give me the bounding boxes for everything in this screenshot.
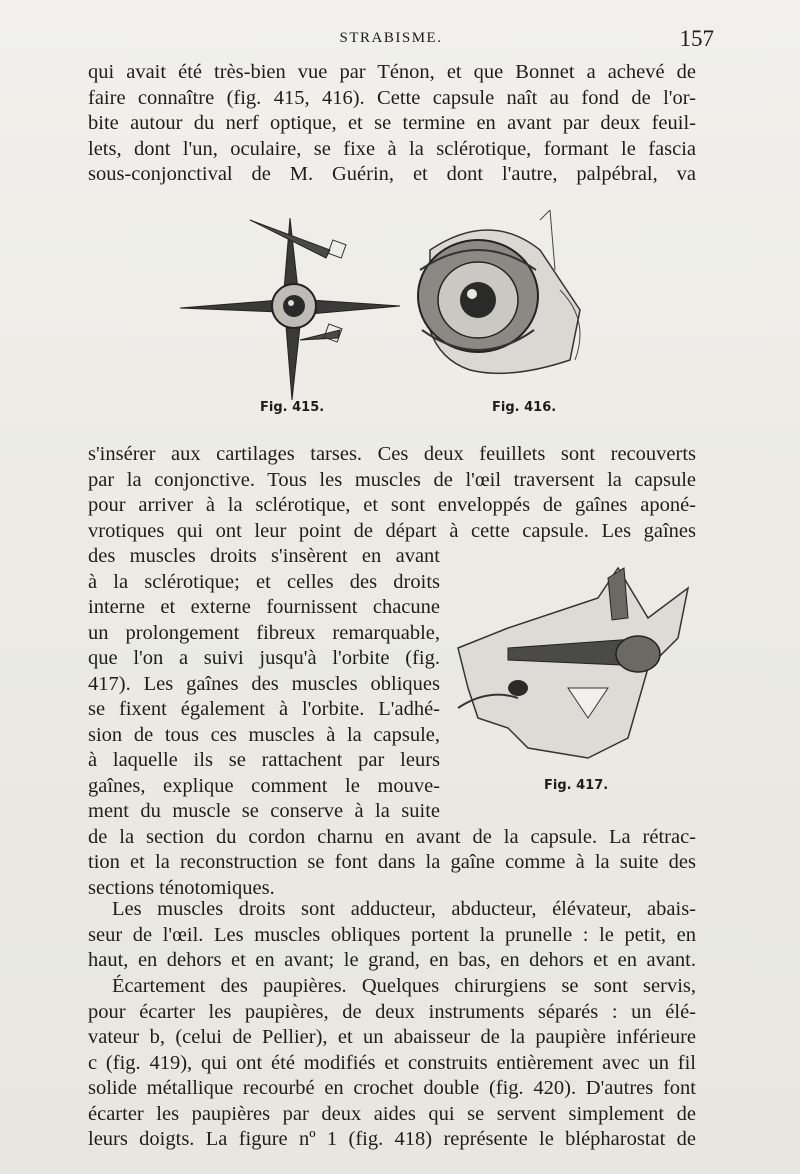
text-line: ment du muscle se conserve à la suite xyxy=(88,800,440,822)
text-line: tion et la reconstruction se font dans la gaîne comme à la suite des xyxy=(88,851,696,873)
text-line: un prolongement fibreux remarquable, xyxy=(88,621,440,644)
text-line: gaînes, explique comment le mouve- xyxy=(88,774,440,797)
text-line: écarter les paupières par deux aides qui se servent simplement de xyxy=(88,1102,696,1125)
text-line: haut, en dehors et en avant; le grand, en bas, en dehors et en avant. xyxy=(88,949,696,971)
text-line: lets, dont l'un, oculaire, se fixe à la sclérotique, formant le fascia xyxy=(88,137,696,160)
muscle-left xyxy=(180,300,280,312)
fig-417-caption: Fig. 417. xyxy=(544,778,609,793)
text-line: s'insérer aux cartilages tarses. Ces deux feuillets sont recouverts xyxy=(88,443,696,465)
text-line: solide métallique recourbé en crochet double (fig. 420). D'autres font xyxy=(88,1077,696,1099)
muscle-top xyxy=(284,218,298,290)
text-line: 417). Les gaînes des muscles obliques xyxy=(88,672,440,695)
fig-415-eye-capsule-illustration xyxy=(180,210,410,400)
text-line: pour arriver à la sclérotique, et sont enveloppés de gaînes aponé- xyxy=(88,494,696,516)
text-line: sous-conjonctival de M. Guérin, et dont l'autre, palpébral, va xyxy=(88,163,696,185)
text-line: qui avait été très-bien vue par Ténon, et que Bonnet a achevé de xyxy=(88,61,696,83)
paragraph-4 xyxy=(88,974,696,1153)
paragraph-3 xyxy=(88,897,696,974)
paragraph-2-narrow-column xyxy=(88,544,440,825)
text-line: par la conjonctive. Tous les muscles de l'œil traversent la capsule xyxy=(88,468,696,491)
text-line: à la sclérotique; et celles des droits xyxy=(88,570,440,593)
text-line: seur de l'œil. Les muscles obliques portent la prunelle : le petit, en xyxy=(88,923,696,946)
text-line: leurs doigts. La figure nº 1 (fig. 418) représente le blépharostat de xyxy=(88,1128,696,1150)
text-line: sion de tous ces muscles à la capsule, xyxy=(88,723,440,746)
text-line: bite autour du nerf optique, et se termine en avant par deux feuil- xyxy=(88,112,696,134)
fig-417-orbit-section-illustration xyxy=(448,558,696,778)
running-title: STRABISME. xyxy=(339,30,443,46)
text-line: des muscles droits s'insèrent en avant xyxy=(88,545,440,567)
fig-416-eye-orbit-illustration xyxy=(390,210,590,390)
text-line: sections ténotomiques. xyxy=(88,876,275,899)
muscle-right xyxy=(310,300,400,314)
text-line: à laquelle ils se rattachent par leurs xyxy=(88,749,440,771)
running-head xyxy=(88,26,714,51)
text-line: Les muscles droits sont adducteur, abducteur, élévateur, abais- xyxy=(112,898,696,920)
fig-415-caption: Fig. 415. xyxy=(260,400,325,415)
text-line: c (fig. 419), qui ont été modifiés et construits entièrement avec un fil xyxy=(88,1051,696,1074)
text-line: vrotiques qui ont leur point de départ à cette capsule. Les gaînes xyxy=(88,519,696,542)
text-line: interne et externe fournissent chacune xyxy=(88,596,440,618)
paragraph-1 xyxy=(88,60,696,188)
text-line: faire connaître (fig. 415, 416). Cette capsule naît au fond de l'or- xyxy=(88,86,696,109)
fig-416-caption: Fig. 416. xyxy=(492,400,557,415)
page-number: 157 xyxy=(679,26,714,51)
figures-415-416 xyxy=(160,200,600,420)
text-line: de la section du cordon charnu en avant de la capsule. La rétrac- xyxy=(88,825,696,848)
text-line: se fixent également à l'orbite. L'adhé- xyxy=(88,698,440,720)
text-line: que l'on a suivi jusqu'à l'orbite (fig. xyxy=(88,647,440,669)
text-line: vateur b, (celui de Pellier), et un abaisseur de la paupière inférieure xyxy=(88,1026,696,1048)
text-line: pour écarter les paupières, de deux instruments séparés : un élé- xyxy=(88,1000,696,1023)
text-line: Écartement des paupières. Quelques chirurgiens se sont servis, xyxy=(112,975,696,997)
muscle-bottom xyxy=(286,326,300,400)
